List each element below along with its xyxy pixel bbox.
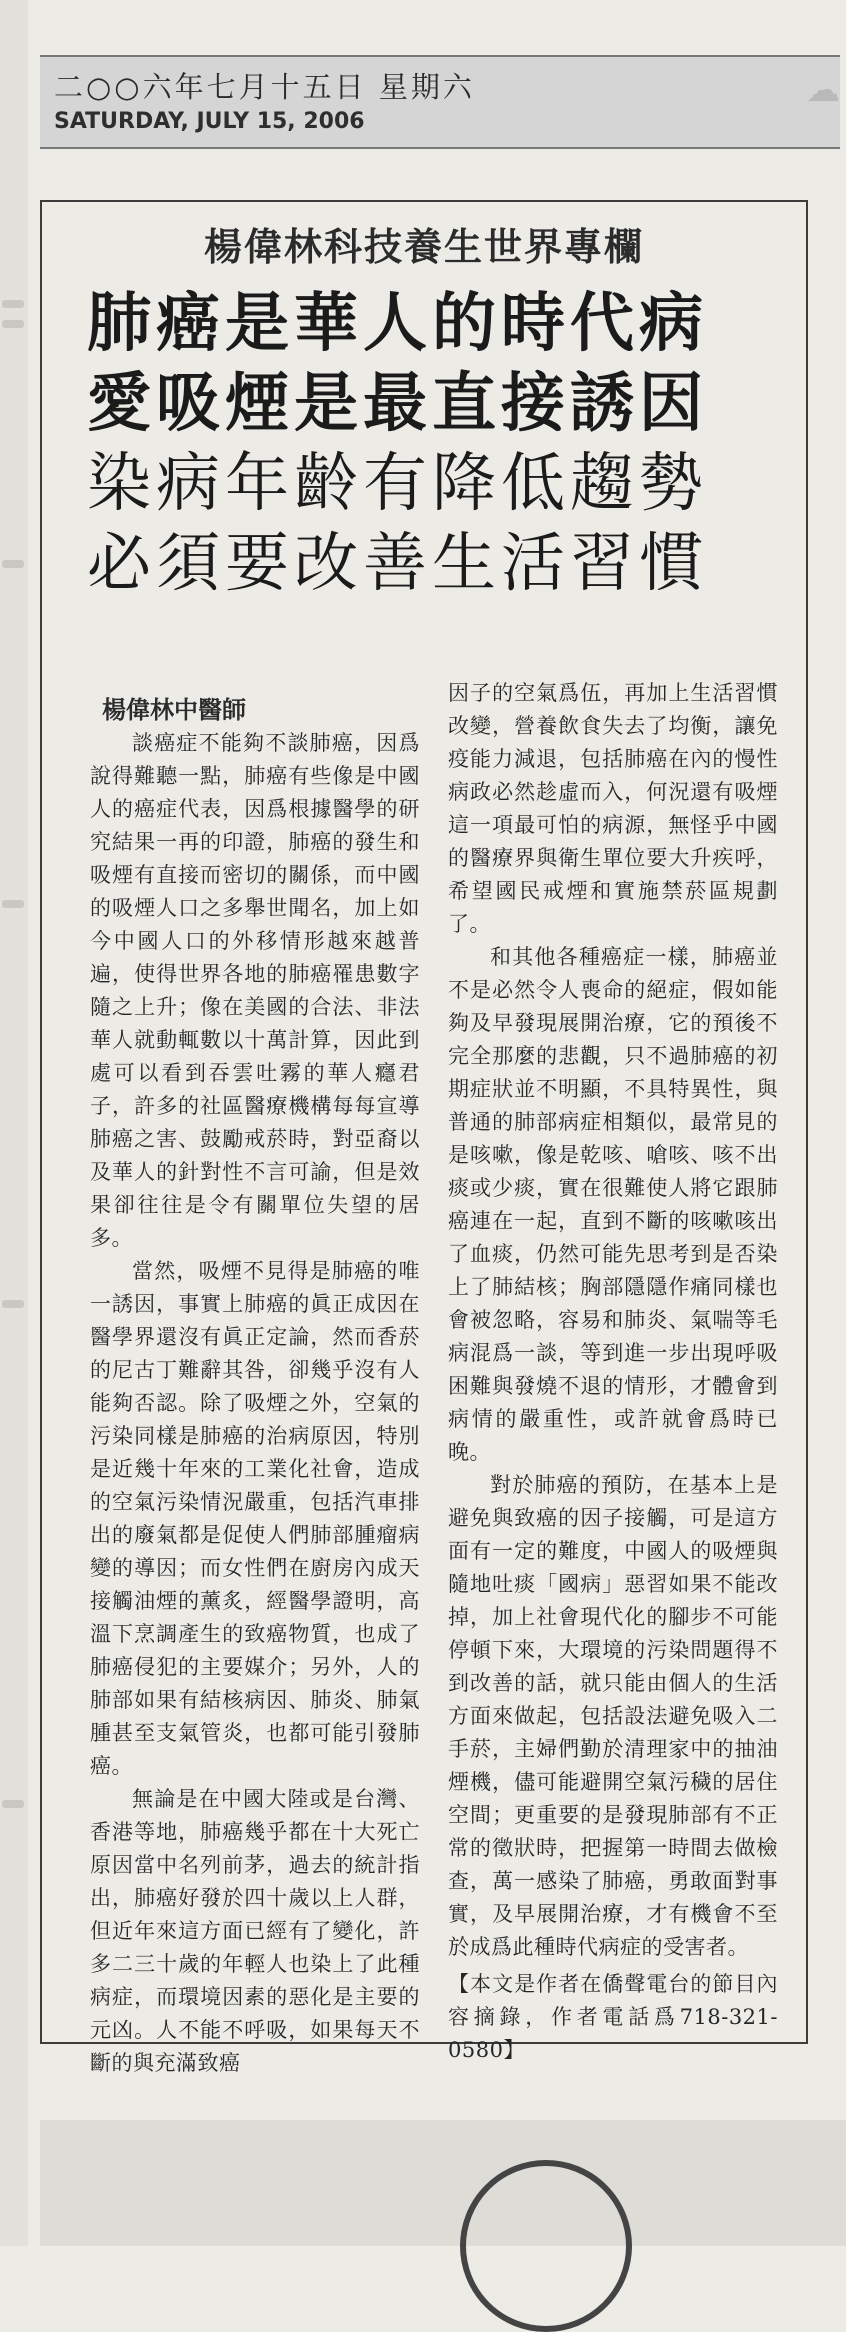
body-paragraph: 當然，吸煙不見得是肺癌的唯一誘因，事實上肺癌的眞正成因在醫學界還沒有眞正定論，然而香菸的尼古丁難辭其咎，卻幾乎沒有人能夠否認。除了吸煙之外，空氣的污染同樣是肺癌的治病原因，特別是近幾十年來的工業化社會，造成的空氣污染情況嚴重，包括汽車排出的廢氣都是促使人們肺部腫瘤病變的導因；而女性們在廚房內成天接觸油煙的薰炙，經醫學證明，高溫下烹調產生的致癌物質，也成了肺癌侵犯的主要媒介；另外，人的肺部如果有結核病因、肺炎、肺氣腫甚至支氣管炎，也都可能引發肺癌。	[90, 1259, 420, 1778]
article-box	[40, 200, 808, 2075]
headline-line-2: 愛吸煙是最直接誘因	[87, 367, 708, 441]
decorative-mark-icon: ☁	[806, 70, 840, 110]
author-note: 【本文是作者在僑聲電台的節目內容摘錄，作者電話爲718-321-0580】	[448, 1972, 778, 2062]
newspaper-date-header	[40, 55, 840, 149]
decorative-circle-icon	[460, 2160, 632, 2332]
byline: 楊偉林中醫師	[102, 696, 246, 724]
headline-line-3: 染病年齡有降低趨勢	[87, 447, 708, 521]
body-paragraph: 對於肺癌的預防，在基本上是避免與致癌的因子接觸，可是這方面有一定的難度，中國人的吸煙與隨地吐痰「國病」惡習如果不能改掉，加上社會現代化的腳步不可能停頓下來，大環境的污染問題得不到改善的話，就只能由個人的生活方面來做起，包括設法避免吸入二手菸，主婦們勤於清理家中的抽油煙機，儘可能避開空氣污穢的居住空間；更重要的是發現肺部有不正常的徵狀時，把握第一時間去做檢查，萬一感染了肺癌，勇敢面對事實，及早展開治療，才有機會不至於成爲此種時代病症的受害者。	[448, 1473, 778, 1959]
bottom-page-edge	[40, 2120, 846, 2246]
headline-line-1: 肺癌是華人的時代病	[87, 287, 708, 361]
date-english: SATURDAY, JULY 15, 2006	[54, 109, 365, 134]
body-paragraph: 無論是在中國大陸或是台灣、香港等地，肺癌幾乎都在十大死亡原因當中名列前茅，過去的統計指出，肺癌好發於四十歲以上人群，但近年來這方面已經有了變化，許多二三十歲的年輕人也染上了此種病症，而環境因素的惡化是主要的元凶。人不能不呼吸，如果每天不斷的與充滿致癌	[90, 1787, 420, 2075]
body-paragraph: 談癌症不能夠不談肺癌，因爲說得難聽一點，肺癌有些像是中國人的癌症代表，因爲根據醫學的研究結果一再的印證，肺癌的發生和吸煙有直接而密切的關係，而中國的吸煙人口之多舉世聞名，加上如今中國人口的外移情形越來越普遍，使得世界各地的肺癌罹患數字隨之上升；像在美國的合法、非法華人就動輒數以十萬計算，因此到處可以看到吞雲吐霧的華人癮君子，許多的社區醫療機構每每宣導肺癌之害、鼓勵戒菸時，對亞裔以及華人的針對性不言可諭，但是效果卻往往是令有關單位失望的居多。	[90, 731, 420, 1250]
date-chinese: 二○○六年七月十五日 星期六	[54, 70, 475, 104]
headline-line-4: 必須要改善生活習慣	[87, 527, 708, 601]
body-paragraph: 和其他各種癌症一樣，肺癌並不是必然令人喪命的絕症，假如能夠及早發現展開治療，它的預後不完全那麼的悲觀，只不過肺癌的初期症狀並不明顯，不具特異性，與普通的肺部病症相類似，最常見的是咳嗽，像是乾咳、嗆咳、咳不出痰或少痰，實在很難使人將它跟肺癌連在一起，直到不斷的咳嗽咳出了血痰，仍然可能先思考到是否染上了肺結核；胸部隱隱作痛同樣也會被忽略，容易和肺炎、氣喘等毛病混爲一談，等到進一步出現呼吸困難與發燒不退的情形，才體會到病情的嚴重性，或許就會爲時已晚。	[448, 945, 778, 1464]
body-column-left	[90, 727, 420, 2080]
column-title: 楊偉林科技養生世界專欄	[203, 225, 644, 269]
body-column-right	[448, 677, 778, 2067]
body-paragraph: 因子的空氣爲伍，再加上生活習慣改變，營養飲食失去了均衡，讓免疫能力減退，包括肺癌在內的慢性病政必然趁虛而入，何況還有吸煙這一項最可怕的病源，無怪乎中國的醫療界與衛生單位要大升疾呼，希望國民戒煙和實施禁菸區規劃了。	[448, 681, 778, 936]
left-margin-strip	[0, 0, 28, 2246]
